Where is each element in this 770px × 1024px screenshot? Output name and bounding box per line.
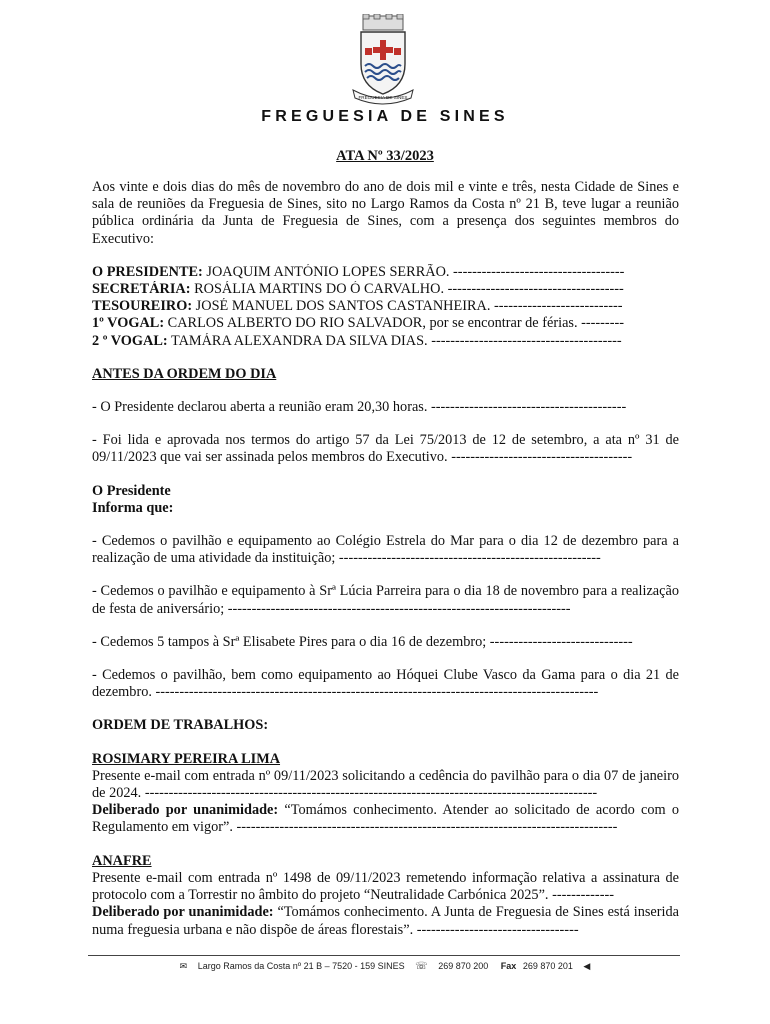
dash-filler: --------------------------------------------------------------------------------------------- [155,684,599,701]
dash-filler: ---------------------------------------- [431,332,622,349]
informa-item [92,583,679,617]
deliberation-text: “Tomámos conhecimento. A Junta de Freguesia de Sines está inserida numa freguesia urbana e não dispõe de áreas florestais”. [92,904,679,938]
footer-fax: 269 870 201 [522,961,573,971]
dash-filler: ----------------------------------------- [431,399,627,416]
footer-phone: 269 870 200 [438,961,489,971]
section-heading-antes: ANTES DA ORDEM DO DIA [92,365,277,382]
member-row [92,333,679,350]
item-title: ANAFRE [92,852,152,869]
item-text [92,768,679,802]
footer-divider [88,955,680,956]
paragraph-text: - Cedemos o pavilhão, bem como equipamento ao Hóquei Clube Vasco da Gama para o dia 21 de dezembro. [92,667,679,701]
member-role: 2 º VOGAL: [92,332,168,349]
item-title: ROSIMARY PEREIRA LIMA [92,750,281,767]
footer-fax-label: Fax [500,961,517,971]
arrow-left-icon: ◀ [583,961,591,971]
paragraph-text: - Cedemos o pavilhão e equipamento à Srª Lúcia Parreira para o dia 18 de novembro para a realização de festa de aniversário; [92,583,679,617]
document-body [92,179,679,939]
item-deliberation [92,802,679,836]
informa-item [92,533,679,567]
antes-paragraph [92,399,679,416]
member-row [92,315,679,332]
dash-filler: -------------------------------------------------------------------------------- [236,819,618,836]
section-heading-ordem: ORDEM DE TRABALHOS: [92,717,269,734]
dash-filler: ------------------------------------ [453,263,625,280]
member-role: TESOUREIRO: [92,298,193,315]
paragraph-text: - Cedemos o pavilhão e equipamento ao Colégio Estrela do Mar para o dia 12 de dezembro para a realização de uma atividade da instituição; [92,533,679,567]
member-name: ROSÁLIA MARTINS DO Ó CARVALHO. [190,281,448,298]
member-row [92,298,679,315]
footer-address: Largo Ramos da Costa nº 21 B – 7520 - 159 SINES [197,961,405,971]
member-name: TAMÁRA ALEXANDRA DA SILVA DIAS. [167,332,432,349]
member-name: CARLOS ALBERTO DO RIO SALVADOR, por se encontrar de férias. [164,315,582,332]
member-role: 1º VOGAL: [92,315,165,332]
paragraph-text: - O Presidente declarou aberta a reunião eram 20,30 horas. [92,399,432,416]
item-deliberation [92,904,679,938]
crest-ribbon-text: FREGUESIA DE SINES [358,95,408,100]
ata-title: ATA Nº 33/2023 [336,148,434,164]
dash-filler: --------------------------- [494,298,623,315]
paragraph-text: - Cedemos 5 tampos à Srª Elisabete Pires para o dia 16 de dezembro; [92,633,490,650]
dash-filler: ------------------------------------------------------- [338,550,601,567]
informa-heading: Informa que: [92,499,174,516]
informa-item [92,667,679,701]
page-footer [0,961,770,972]
member-name: JOAQUIM ANTÓNIO LOPES SERRÃO. [202,263,454,280]
coat-of-arms-icon [327,14,439,106]
informa-item [92,634,679,651]
member-row [92,281,679,298]
member-name: JOSÉ MANUEL DOS SANTOS CASTANHEIRA. [192,298,495,315]
envelope-icon: ✉ [179,961,188,971]
intro-paragraph: Aos vinte e dois dias do mês de novembro do ano de dois mil e vinte e três, nesta Cidade de Sines e sala de reuniões da Freguesia de Sines, sito no Largo Ramos da Costa nº 21 B, teve lugar a reunião pública ordinária da Junta de Freguesia de Sines, com a presença dos seguintes membros do Executivo: [92,179,679,247]
dash-filler: ------------------------------ [489,633,633,650]
member-role: SECRETÁRIA: [92,281,191,298]
members-list [92,264,679,350]
item-text [92,870,679,904]
antes-paragraph [92,432,679,466]
deliberation-text: “Tomámos conhecimento. Atender ao solicitado de acordo com o Regulamento em vigor”. [92,802,679,836]
phone-icon: ☏ [415,961,428,972]
dash-filler: -------------------------------------- [451,449,633,466]
dash-filler: --------- [581,315,624,332]
organization-name: FREGUESIA DE SINES [261,108,509,125]
deliberation-label: Deliberado por unanimidade: [92,802,279,819]
paragraph-text: Presente e-mail com entrada nº 09/11/2023 solicitando a cedência do pavilhão para o dia 07 de janeiro de 2024. [92,767,679,802]
dash-filler: ------------------------------------- [447,281,624,298]
member-role: O PRESIDENTE: [92,263,203,280]
dash-filler: ----------------------------------------------------------------------------------------------- [144,785,598,802]
paragraph-text: Presente e-mail com entrada nº 1498 de 09/11/2023 remetendo informação relativa a assinatura de protocolo com a Torrestir no âmbito do projeto “Neutralidade Carbónica 2025”. [92,869,679,904]
deliberation-label: Deliberado por unanimidade: [92,904,274,921]
member-row [92,264,679,281]
dash-filler: ------------- [552,887,614,904]
paragraph-text: - Foi lida e aprovada nos termos do artigo 57 da Lei 75/2013 de 12 de setembro, a ata nº 31 de 09/11/2023 que vai ser assinada pelos membros do Executivo. [92,432,679,466]
presidente-heading: O Presidente [92,482,171,499]
dash-filler: ------------------------------------------------------------------------ [227,600,571,617]
dash-filler: ---------------------------------- [416,921,579,938]
